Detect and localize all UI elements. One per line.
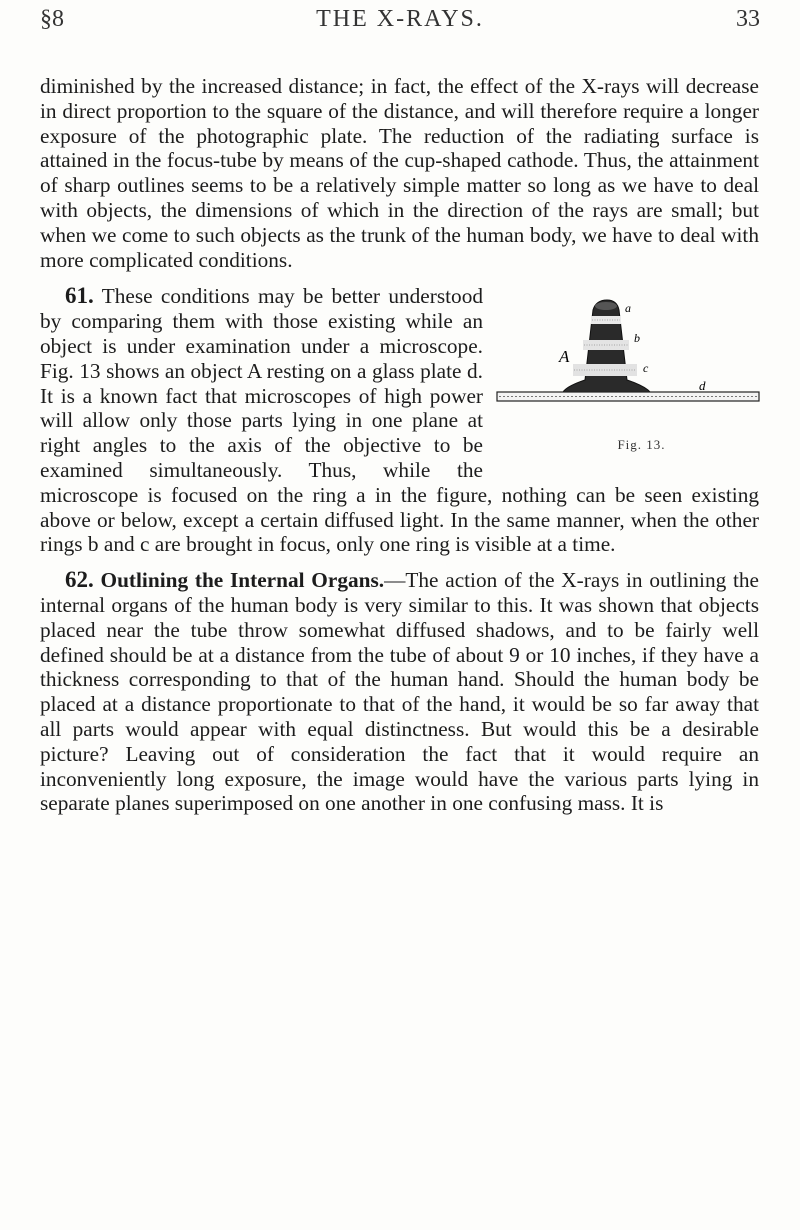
section-heading: Outlining the Internal Organs. [100, 568, 385, 593]
paragraph-number: 61. [65, 283, 94, 309]
label-c: c [643, 361, 649, 376]
paragraph-number: 62. [65, 567, 94, 593]
running-title: THE X-RAYS. [316, 6, 484, 32]
paragraph-continued: diminished by the increased distance; in fact, the effect of the X-rays will decrease in direct proportion to the square of the distance, and will therefore require a longer exposure of the photographic plate. The reduction of the radiating surface is attained in the focus-tube by means of the cup-shaped cathode. Thus, the attainment of sharp outlines seems to be a relatively simple matter so long as we have to deal with objects, the dimensions of which in the direction of the rays are small; but when we come to such objects as the trunk of the human body, we have to deal with more complicated conditions. [40, 74, 759, 272]
label-object-a: A [559, 347, 570, 367]
section-mark: §8 [40, 6, 64, 32]
figure-13 [493, 290, 765, 460]
paragraph-61 [40, 284, 759, 557]
figure-caption: Fig. 13. [617, 437, 666, 453]
body-text [40, 74, 759, 816]
page-number: 33 [736, 6, 760, 32]
running-head [40, 6, 760, 42]
paragraph-text: —The action of the X-rays in outlining the internal organs of the human body is very similar to this. It was shown that objects placed near the tube throw somewhat diffused shadows, and to be fairly well defined should be at a distance from the tube of about 9 or 10 inches, if they have a thickness corresponding to that of the human hand. Should the human body be placed at a distance proportionate to that of the hand, it would be so far away that all parts would appear with equal distinctness. But would this be a desirable picture? Leaving out of consideration the fact that it would require an inconveniently long exposure, the image would have the various parts lying in separate planes superimposed on one another in one confusing mass. It is [40, 568, 760, 816]
object-top [595, 302, 617, 310]
paragraph-62 [40, 568, 759, 816]
paragraph-text: These conditions may be better understood by comparing them with those existing while an object is under examination under a microscope. Fig. 13 shows an object A resting on a glass plate d. It is a known fact that microscopes of high power will allow only those parts lying in one plane at right angles to the axis of the objective to be examined simultaneously. Thus, while the microscope is focused on the ring a in the figure, nothing can be seen existing above or below, except a certain diffused light. In the same manner, when the other rings b and c are brought in focus, only one ring is visible at a time. [40, 284, 759, 557]
label-b: b [634, 331, 640, 346]
label-d: d [699, 378, 706, 394]
label-a: a [625, 301, 631, 316]
